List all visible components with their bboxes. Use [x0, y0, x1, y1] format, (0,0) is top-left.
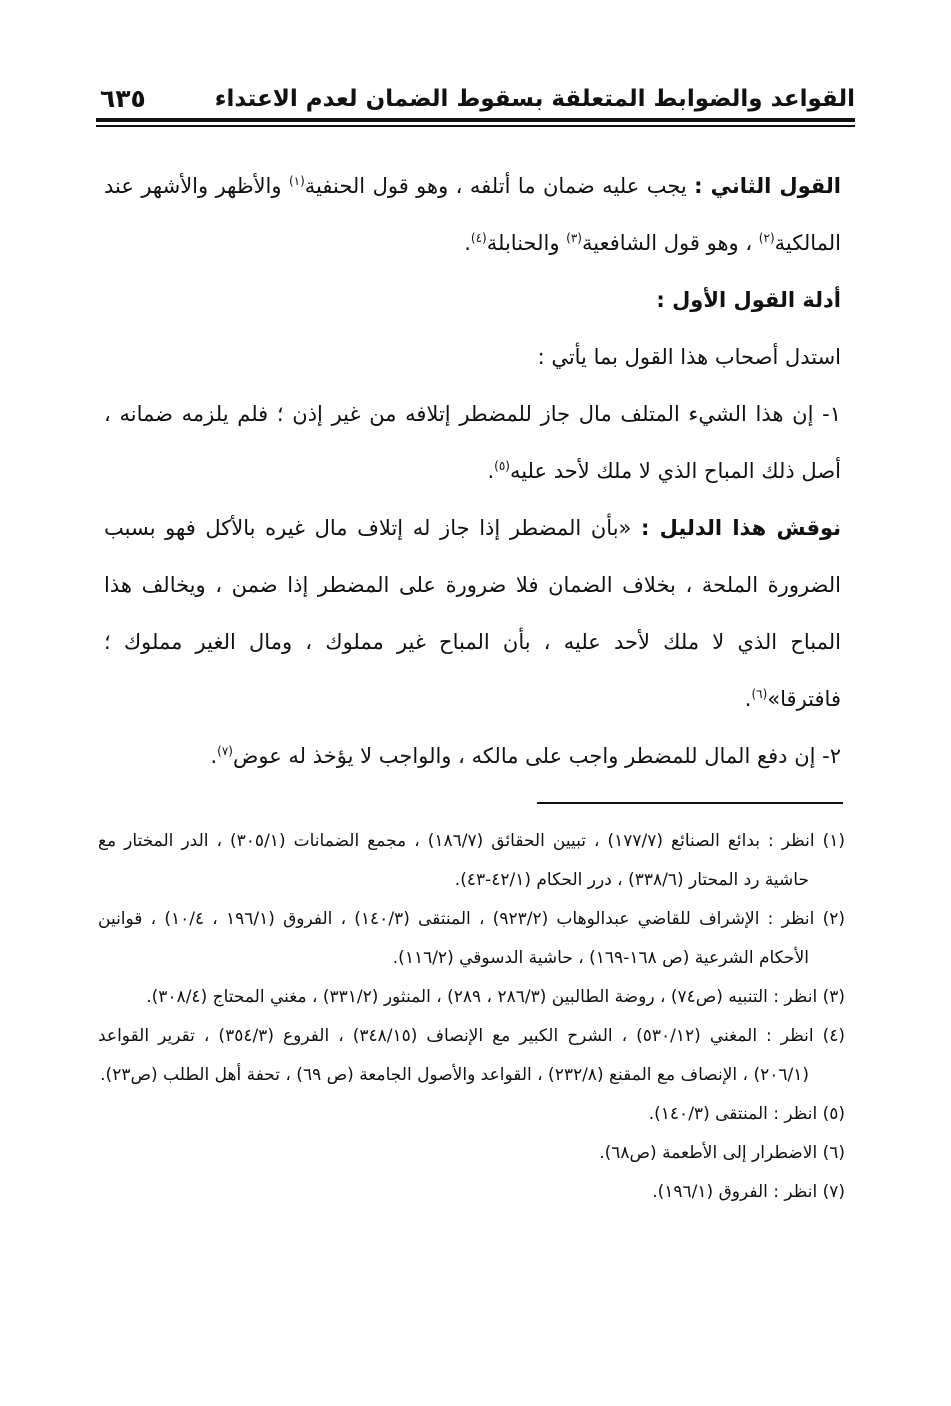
footnote: (٤) انظر : المغني (٥٣٠/١٢) ، الشرح الكبير مع الإنصاف (٣٤٨/١٥) ، الفروع (٣٥٤/٣) ، تقرير القواعد (٢٠٦/١) ، الإنصاف مع المقنع (٢٣٢/٨) ، القواعد والأصول الجامعة (ص ٦٩) ، تحفة أهل الطلب (ص٢٣).	[98, 1026, 846, 1085]
footnote: (٥) انظر : المنتقى (١٤٠/٣).	[648, 1104, 845, 1124]
footnote: (٢) انظر : الإشراف للقاضي عبدالوهاب (٩٢٣/٢) ، المنتقى (١٤٠/٣) ، الفروق (١٩٦/١ ، ١٠/٤) ، قوانين الأحكام الشرعية (ص ١٦٨-١٦٩) ، حاشية الدسوقي (١١٦/٢).	[98, 909, 845, 968]
footnote-ref: (٥)	[494, 459, 510, 473]
paragraph-evidence-2: ٢- إن دفع المال للمضطر واجب على مالكه ، والواجب لا يؤخذ له عوض$^{(٧)}$.	[210, 744, 841, 768]
footnote: (٣) انظر : التنبيه (ص٧٤) ، روضة الطالبين (٢٨٦/٣ ، ٢٨٩) ، المنثور (٣٣١/٢) ، مغني المحتاج (٣٠٨/٤).	[146, 987, 845, 1007]
paragraph-discussion: نوقش هذا الدليل : «بأن المضطر إذا جاز له إتلاف مال غيره بالأكل فهو بسبب الضرورة الملحة ، بخلاف الضمان فلا ضرورة على المضطر إذا ضمن ، ويخالف هذا المباح الذي لا ملك لأحد عليه ، بأن المباح غير مملوك ، ومال الغير مملوك ؛ فافترقا»$^{(٦)}$.	[104, 516, 841, 711]
page-number: ٦٣٥	[100, 84, 146, 113]
footnote-ref: (٧)	[217, 744, 233, 758]
footnote-separator	[537, 802, 843, 804]
header-rule-thin	[96, 125, 855, 127]
footnote-ref: (٣)	[566, 231, 582, 245]
page-header	[96, 82, 855, 118]
discussion-label: نوقش هذا الدليل :	[641, 516, 841, 540]
footnote: (٧) انظر : الفروق (١٩٦/١).	[652, 1182, 845, 1202]
header-rule-thick	[96, 118, 855, 122]
footnote-ref: (١)	[288, 174, 305, 188]
section-heading: أدلة القول الأول :	[656, 288, 841, 312]
running-title: القواعد والضوابط المتعلقة بسقوط الضمان لعدم الاعتداء	[214, 86, 855, 112]
footnote: (١) انظر : بدائع الصنائع (١٧٧/٧) ، تبيين الحقائق (١٨٦/٧) ، مجمع الضمانات (٣٠٥/١) ، الدر المختار مع حاشية رد المحتار (٣٣٨/٦) ، درر الحكام (٤٢/١-٤٣).	[98, 831, 845, 890]
paragraph-evidence-1: ١- إن هذا الشيء المتلف مال جاز للمضطر إتلافه من غير إذن ؛ فلم يلزمه ضمانه ، أصل ذلك المباح الذي لا ملك لأحد عليه$^{(٥)}$.	[104, 402, 841, 483]
footnote-ref: (٢)	[758, 231, 775, 245]
footnote-ref: (٤)	[470, 231, 487, 245]
footnote-ref: (٦)	[751, 687, 768, 701]
main-text	[104, 158, 841, 785]
footnote: (٦) الاضطرار إلى الأطعمة (ص٦٨).	[599, 1143, 845, 1163]
paragraph-intro: استدل أصحاب هذا القول بما يأتي :	[537, 345, 841, 369]
footnotes	[98, 822, 845, 1212]
opinion-label: القول الثاني :	[694, 174, 841, 198]
paragraph-second-opinion: القول الثاني : يجب عليه ضمان ما أتلفه ، وهو قول الحنفية$^{(١)}$ والأظهر والأشهر عند المالكية$^{(٢)}$ ، وهو قول الشافعية$^{(٣)}$ والحنابلة$^{(٤)}$.	[104, 174, 841, 255]
